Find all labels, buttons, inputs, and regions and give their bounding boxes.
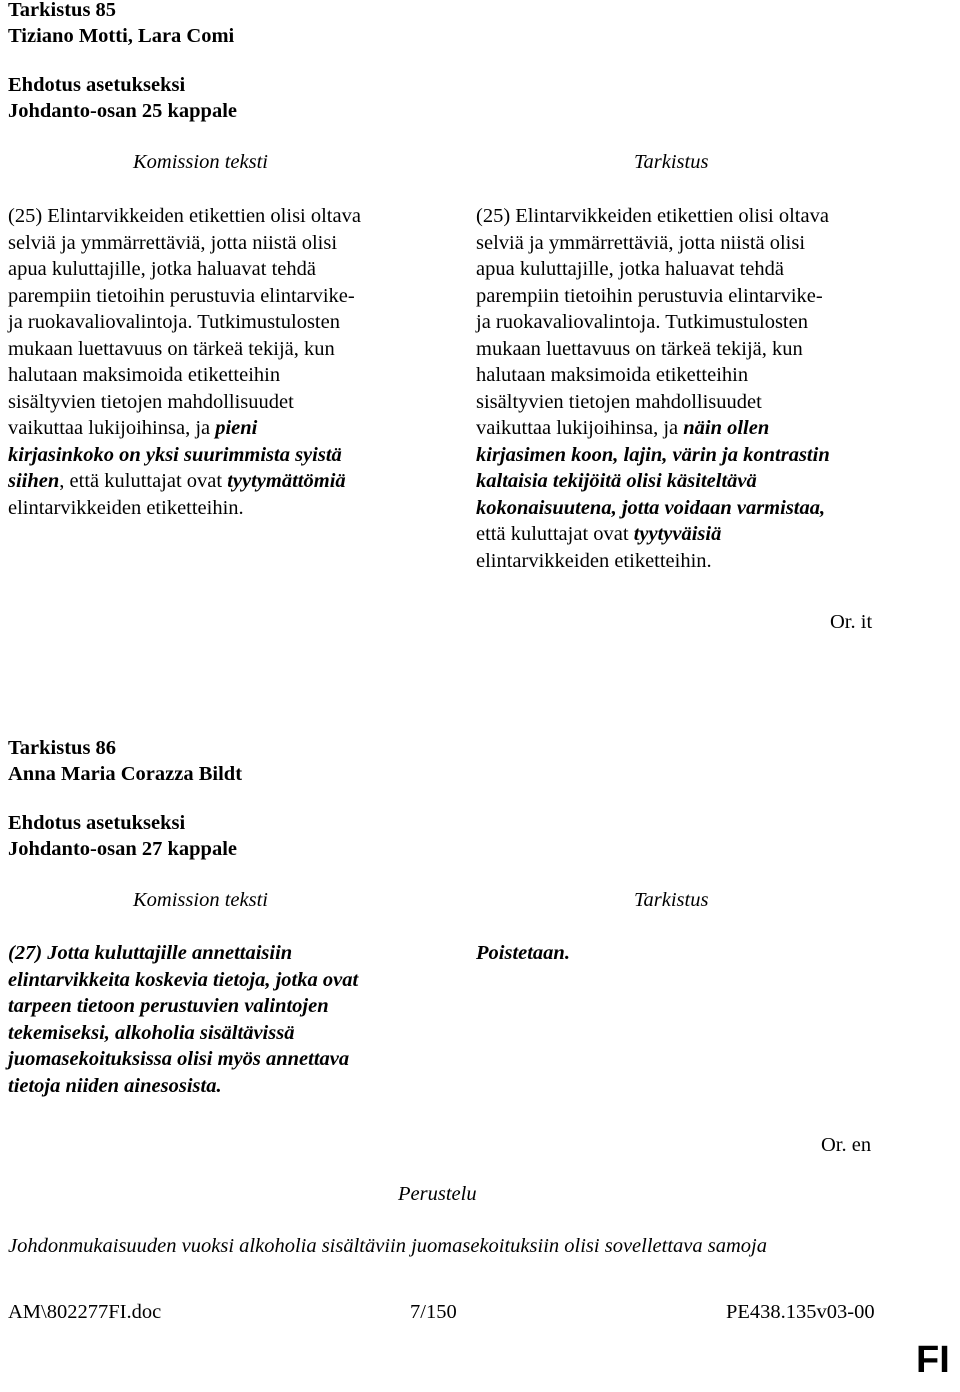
text-run: sisältyvien tietojen mahdollisuudet (476, 390, 762, 413)
text-line (476, 442, 830, 469)
footer-document-reference: AM\802277FI.doc (8, 1301, 162, 1323)
text-run: mukaan luettavuus on tärkeä tekijä, kun (8, 337, 335, 360)
text-line (476, 309, 830, 336)
text-line (8, 283, 361, 310)
amendment-85-proposal: Ehdotus asetukseksi (8, 74, 186, 96)
text-line (476, 468, 830, 495)
text-line (476, 336, 830, 363)
amended-text-run: tyytymättömiä (227, 470, 346, 492)
amendment-85-commission-text (8, 203, 361, 521)
text-line (476, 415, 830, 442)
text-run: ja ruokavaliovalintoja. Tutkimustulosten (8, 311, 340, 333)
text-line (476, 203, 830, 230)
text-run: halutaan maksimoida etiketteihin (8, 364, 281, 386)
text-run: (25) Elintarvikkeiden etikettien olisi oltava (476, 205, 829, 227)
amended-text-run: kirjasimen koon, lajin, värin ja kontrastin (476, 443, 830, 466)
text-line (476, 283, 830, 310)
text-line (8, 468, 361, 495)
text-run: selviä ja ymmärrettäviä, jotta niistä olisi (8, 231, 338, 254)
amendment-85-authors: Tiziano Motti, Lara Comi (8, 25, 235, 47)
text-line: (27) Jotta kuluttajille annettaisiin (8, 942, 293, 964)
text-run: ja ruokavaliovalintoja. Tutkimustulosten (476, 311, 808, 333)
text-line (8, 336, 361, 363)
text-run: parempiin tietoihin perustuvia elintarvike- (476, 284, 823, 307)
text-run: selviä ja ymmärrettäviä, jotta niistä olisi (476, 231, 806, 254)
text-line (8, 230, 361, 257)
text-line (476, 230, 830, 257)
amendment-86-proposal: Ehdotus asetukseksi (8, 812, 186, 834)
amended-text-run: kirjasinkoko on yksi suurimmista syistä (8, 443, 342, 466)
amended-text-run: kokonaisuutena, jotta voidaan varmistaa, (476, 496, 826, 519)
footer-pe-reference: PE438.135v03-00 (726, 1301, 875, 1323)
text-run: elintarvikkeiden etiketteihin. (476, 549, 712, 572)
amendment-86-amendment-text: Poistetaan. (476, 942, 570, 964)
text-line (476, 389, 830, 416)
amendment-85-location: Johdanto-osan 25 kappale (8, 100, 237, 122)
footer-page-number: 7/150 (410, 1301, 457, 1323)
text-run: parempiin tietoihin perustuvia elintarvike- (8, 284, 355, 307)
text-line (8, 415, 361, 442)
text-run: halutaan maksimoida etiketteihin (476, 364, 749, 386)
amended-text-run: kaltaisia tekijöitä olisi käsiteltävä (476, 470, 757, 492)
amendment-85-amendment-text (476, 203, 830, 574)
amendment-86-original-language: Or. en (821, 1134, 872, 1156)
text-line (476, 256, 830, 283)
amendment-85-commission-heading: Komission teksti (133, 151, 268, 173)
text-line (8, 362, 361, 389)
text-line (8, 389, 361, 416)
justification-heading: Perustelu (398, 1183, 477, 1205)
text-run: vaikuttaa lukijoihinsa, ja (476, 417, 684, 439)
amendment-85-title: Tarkistus 85 (8, 0, 117, 21)
amendment-86-amendment-heading: Tarkistus (634, 889, 709, 911)
amended-text-run: pieni (215, 417, 258, 439)
text-line: tietoja niiden ainesosista. (8, 1074, 222, 1097)
text-line: elintarvikkeita koskevia tietoja, jotka ovat (8, 968, 359, 991)
amendment-86-location: Johdanto-osan 27 kappale (8, 838, 237, 860)
text-line (8, 309, 361, 336)
text-run: että kuluttajat ovat (476, 523, 634, 545)
amendment-86-commission-text (8, 940, 358, 1099)
text-line (8, 256, 361, 283)
text-line (8, 495, 361, 522)
amendment-85-original-language: Or. it (830, 611, 873, 633)
amendment-85-amendment-heading: Tarkistus (634, 151, 709, 173)
text-run: sisältyvien tietojen mahdollisuudet (8, 390, 294, 413)
amended-text-run: siihen (8, 470, 60, 492)
text-run: vaikuttaa lukijoihinsa, ja (8, 417, 216, 439)
text-run: elintarvikkeiden etiketteihin. (8, 496, 244, 519)
amendment-86-authors: Anna Maria Corazza Bildt (8, 763, 243, 785)
text-line (476, 548, 830, 575)
text-run: , että kuluttajat ovat (59, 470, 228, 492)
text-line: tarpeen tietoon perustuvien valintojen (8, 995, 329, 1017)
text-line (476, 362, 830, 389)
amendment-86-commission-heading: Komission teksti (133, 889, 268, 911)
text-line: juomasekoituksissa olisi myös annettava (8, 1048, 350, 1070)
text-run: apua kuluttajille, jotka haluavat tehdä (8, 258, 316, 280)
text-run: (25) Elintarvikkeiden etikettien olisi oltava (8, 205, 361, 227)
text-line (8, 203, 361, 230)
text-line (8, 442, 361, 469)
text-run: mukaan luettavuus on tärkeä tekijä, kun (476, 337, 803, 360)
text-line (476, 521, 830, 548)
amended-text-run: näin ollen (683, 417, 770, 439)
amendment-86-title: Tarkistus 86 (8, 737, 117, 759)
amended-text-run: tyytyväisiä (633, 523, 722, 545)
justification-text: Johdonmukaisuuden vuoksi alkoholia sisältäviin juomasekoituksiin olisi sovellettava samoja (8, 1235, 767, 1257)
text-run: apua kuluttajille, jotka haluavat tehdä (476, 258, 784, 280)
text-line (476, 495, 830, 522)
text-line: tekemiseksi, alkoholia sisältävissä (8, 1021, 295, 1044)
footer-language-code: FI (916, 1339, 950, 1381)
